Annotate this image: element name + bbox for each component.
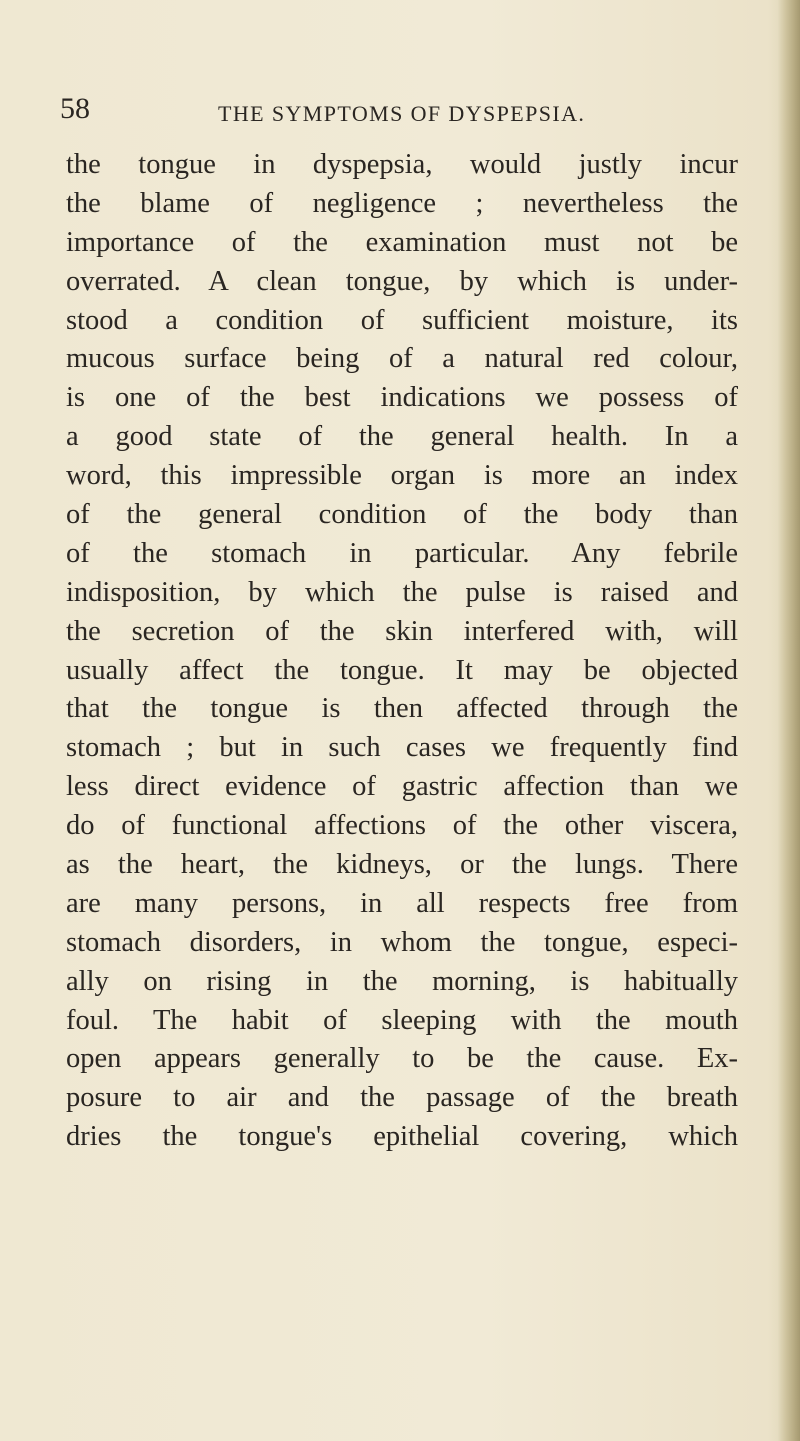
text-line: the blame of negligence ; nevertheless the [66, 187, 738, 219]
text-line: of the stomach in particular. Any febrile [66, 537, 738, 569]
text-line: stomach disorders, in whom the tongue, especi- [66, 926, 738, 958]
page-edge [778, 0, 800, 1441]
text-line: posure to air and the passage of the breath [66, 1082, 738, 1114]
text-line: importance of the examination must not be [66, 226, 738, 258]
text-line: the secretion of the skin interfered with, will [66, 615, 738, 647]
body-text [66, 146, 738, 1157]
text-line: usually affect the tongue. It may be objected [66, 654, 738, 686]
text-line: word, this impressible organ is more an index [66, 460, 738, 492]
text-line: are many persons, in all respects free from [66, 887, 738, 919]
text-line: a good state of the general health. In a [66, 421, 738, 453]
text-line: less direct evidence of gastric affection than we [66, 771, 738, 803]
running-head: THE SYMPTOMS OF DYSPEPSIA. [218, 101, 586, 126]
text-line: foul. The habit of sleeping with the mouth [66, 1004, 738, 1036]
text-line: is one of the best indications we possess of [66, 382, 738, 414]
text-line: overrated. A clean tongue, by which is under- [66, 265, 738, 297]
text-line: the tongue in dyspepsia, would justly incur [66, 149, 738, 180]
text-line: ally on rising in the morning, is habitually [66, 965, 738, 997]
text-line: stomach ; but in such cases we frequently find [66, 732, 738, 764]
page-header [60, 92, 760, 132]
text-line: open appears generally to be the cause. Ex- [66, 1043, 738, 1075]
page-number: 58 [60, 92, 90, 125]
text-line: dries the tongue's epithelial covering, which [66, 1121, 738, 1153]
text-line: of the general condition of the body than [66, 499, 738, 531]
text-line: do of functional affections of the other viscera, [66, 810, 738, 842]
text-line: stood a condition of sufficient moisture, its [66, 304, 738, 336]
text-line: indisposition, by which the pulse is raised and [66, 576, 738, 608]
text-line: mucous surface being of a natural red colour, [66, 343, 738, 375]
text-line: that the tongue is then affected through the [66, 693, 738, 725]
text-line: as the heart, the kidneys, or the lungs. There [66, 849, 738, 881]
